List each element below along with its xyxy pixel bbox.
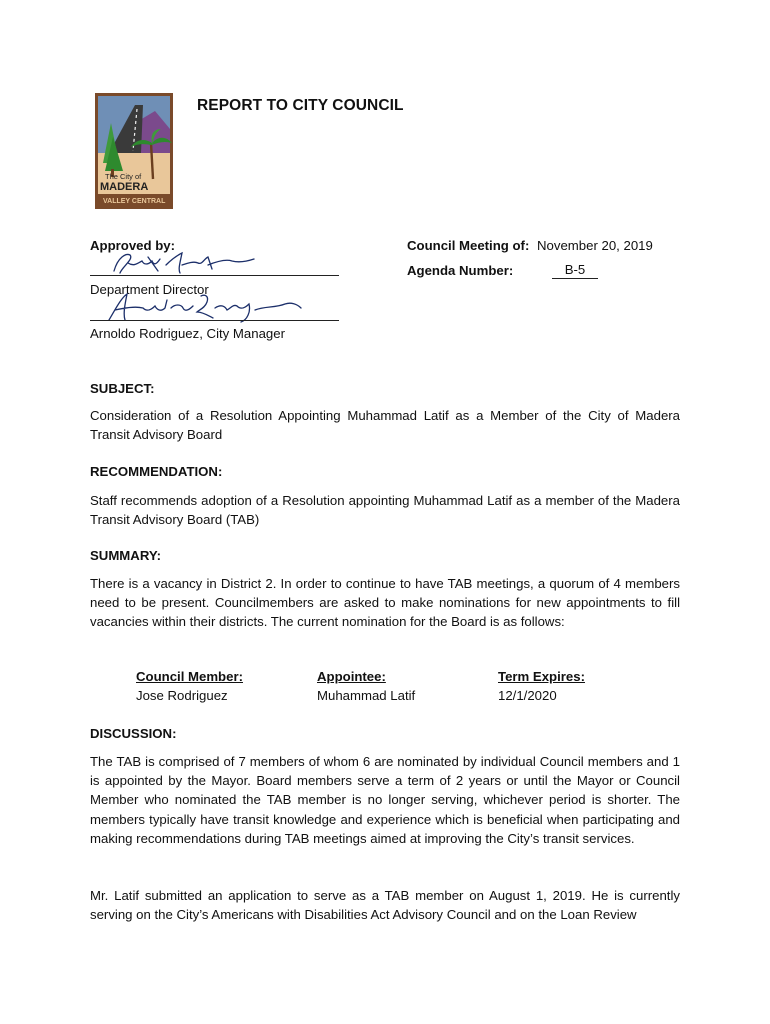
table-header-term-expires: Term Expires: [498, 669, 585, 684]
discussion-paragraph-1: The TAB is comprised of 7 members of whom 6 are nominated by individual Council members and 1 is appointed by the Mayor. Board members serve a term of 2 years or until the Mayor or Council Member who nominated the TAB member is no longer serving, whichever period is shorter. The members typically have transit knowledge and experience which is beneficial when participating and making recommendations during TAB meetings aimed at improving the City’s transit services. [90, 754, 680, 846]
table-header-council-member: Council Member: [136, 669, 243, 684]
logo-text-city: The City of [105, 172, 142, 181]
recommendation-text: Staff recommends adoption of a Resolution appointing Muhammad Latif as a member of the Madera Transit Advisory Board (TAB) [90, 493, 680, 528]
subject-text: Consideration of a Resolution Appointing Muhammad Latif as a Member of the City of Madera Transit Advisory Board [90, 408, 680, 443]
logo-text-valley: VALLEY CENTRAL [103, 198, 166, 205]
recommendation-heading: RECOMMENDATION: [90, 464, 223, 479]
subject-heading: SUBJECT: [90, 381, 155, 396]
discussion-heading: DISCUSSION: [90, 726, 177, 741]
agenda-number-label: Agenda Number: [407, 263, 514, 278]
summary-text: There is a vacancy in District 2. In order to continue to have TAB meetings, a quorum of 4 members need to be present. Councilmembers are asked to make nominations for new appointments to fill vacancies within their districts. The current nomination for the Board is as follows: [90, 576, 680, 630]
council-meeting-date: November 20, 2019 [537, 238, 653, 253]
logo-text-madera: MADERA [100, 181, 149, 193]
summary-heading: SUMMARY: [90, 548, 162, 563]
director-signature-line [90, 275, 339, 276]
approved-by-label: Approved by: [90, 238, 175, 253]
table-header-appointee: Appointee: [317, 669, 386, 684]
table-cell-council-member: Jose Rodriguez [136, 688, 228, 703]
city-manager-signature-line [90, 320, 339, 321]
discussion-paragraph-2: Mr. Latif submitted an application to serve as a TAB member on August 1, 2019. He is currently serving on the City’s Americans with Disabilities Act Advisory Council and on the Loan Review [90, 888, 680, 923]
city-of-madera-logo [95, 93, 173, 209]
department-director-label: Department Director [90, 282, 209, 297]
city-manager-label: Arnoldo Rodriguez, City Manager [90, 326, 285, 341]
page-title: REPORT TO CITY COUNCIL [197, 97, 404, 114]
table-cell-appointee: Muhammad Latif [317, 688, 416, 703]
council-meeting-label: Council Meeting of: [407, 238, 530, 253]
agenda-number-value: B-5 [552, 262, 598, 279]
table-cell-term-expires: 12/1/2020 [498, 688, 557, 703]
